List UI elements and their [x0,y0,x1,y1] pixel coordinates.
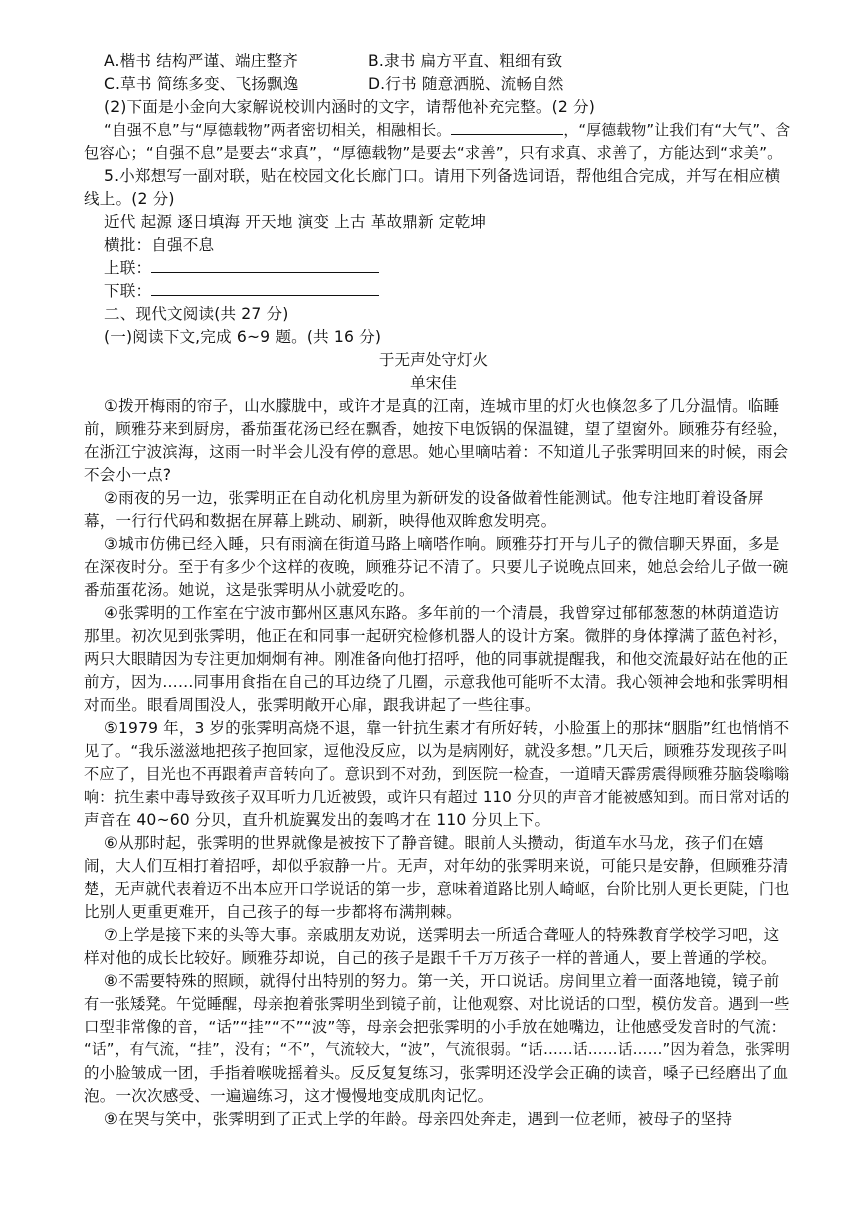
article-line: 前，顾雅芬来到厨房，番茄蛋花汤已经在飘香，她按下电饭锅的保温键，望了望窗外。顾雅芬有经验， [84,420,789,438]
couplet-second-line [104,280,379,302]
candidate-words: 近代 起源 逐日填海 开天地 演变 上古 革故鼎新 定乾坤 [104,213,487,231]
second-line-label: 下联： [104,282,152,300]
article-line: 的小脸皱成一团，手指着喉咙摇着头。反反复复练习，张霁明还没学会正确的读音，嗓子已经磨出了血 [84,1064,789,1082]
article-line: 在深夜时分。至于有多少个这样的夜晚，顾雅芬记不清了。只要儿子说晚点回来，她总会给儿子做一碗 [84,558,789,576]
article-line: 泡。一次次感受、一遍遍练习，这才慢慢地变成肌肉记忆。 [84,1087,494,1105]
second-line-blank[interactable] [151,295,379,296]
article-line: 两只大眼睛因为专注更加炯炯有神。刚准备向他打招呼，他的同事就提醒我，和他交流最好站在他的正 [84,650,789,668]
option-b: B.隶书 扁方平直、粗细有致 [368,52,563,70]
option-d: D.行书 随意洒脱、流畅自然 [368,75,564,93]
article-line: 楚，无声就代表着迈不出本应开口学说话的第一步，意味着道路比别人崎岖，台阶比别人更长更陡，门也 [84,880,790,898]
article-line: 响：抗生素中毒导致孩子双耳听力几近被毁，或许只有超过 110 分贝的声音才能被感知到。而日常对话的 [84,788,790,806]
article-line: 比别人更重更难开，自己孩子的每一步都将布满荆棘。 [84,903,462,921]
question-4-2-prompt: (2)下面是小金向大家解说校训内涵时的文字，请帮他补充完整。(2 分) [104,98,596,116]
article-line: 口型非常像的音，“话”“挂”“不”“波”等，母亲会把张霁明的小手放在她嘴边，让他感受发音时的气流： [84,1018,787,1036]
couplet-horizontal-scroll: 横批：自强不息 [104,236,215,254]
article-line: 幕，一行行代码和数据在屏幕上跳动、刷新，映得他双眸愈发明亮。 [84,512,557,530]
question-4-2-text-before: “自强不息”与“厚德载物”两者密切相关，相融相长。 [104,121,452,139]
question-4-2-line-1 [104,119,790,141]
option-c: C.草书 简练多变、飞扬飘逸 [104,75,299,93]
couplet-first-line [104,257,379,279]
article-line: “话”，有气流，“挂”，没有；“不”，气流较大，“波”，气流很弱。“话……话……话……”因为着急，张霁明 [84,1041,790,1058]
article-author: 单宋佳 [410,374,457,392]
article-line: 在浙江宁波滨海，这雨一时半会儿没有停的意思。她心里嘀咕着：不知道儿子张霁明回来的时候，雨会 [84,443,789,461]
answer-blank[interactable] [451,134,563,135]
article-line: 不应了，目光也不再跟着声音转向了。意识到不对劲，到医院一检查，一道晴天霹雳震得顾雅芬脑袋嗡嗡 [84,765,790,783]
question-5-line-2: 线上。(2 分) [84,190,175,208]
article-line: 见了。“我乐滋滋地把孩子抱回家，逗他没反应，以为是病刚好，就没多想。”几天后，顾雅芬发现孩子叫 [84,742,788,760]
article-line: ②雨夜的另一边，张霁明正在自动化机房里为新研发的设备做着性能测试。他专注地盯着设备屏 [104,489,764,507]
first-line-blank[interactable] [151,272,379,273]
article-line: ⑤1979 年，3 岁的张霁明高烧不退，靠一针抗生素才有所好转，小脸蛋上的那抹“胭脂”红也悄悄不 [104,719,790,737]
article-line: ①拨开梅雨的帘子，山水朦胧中，或许才是真的江南，连城市里的灯火也倏忽多了几分温情。临睡 [104,397,780,415]
article-line: 闹，大人们互相打着招呼，却似乎寂静一片。无声，对年幼的张霁明来说，可能只是安静，但顾雅芬清 [84,857,789,875]
section-heading: 二、现代文阅读(共 27 分) [104,305,289,323]
article-line: 不会小一点? [84,466,172,484]
first-line-label: 上联： [104,259,152,277]
question-4-2-text-after: ，“厚德载物”让我们有“大气”、含 [563,121,791,139]
article-line: 对而坐。眼看周围没人，张霁明敞开心扉，跟我讲起了一些往事。 [84,696,541,714]
article-line: 声音在 40~60 分贝，直升机旋翼发出的轰鸣才在 110 分贝上下。 [84,811,551,829]
article-line: 有一张矮凳。午觉睡醒，母亲抱着张霁明坐到镜子前，让他观察、对比说话的口型，模仿发音。遇到一些 [84,995,790,1013]
article-line: ④张霁明的工作室在宁波市鄞州区惠风东路。多年前的一个清晨，我曾穿过郁郁葱葱的林荫道造访 [104,604,780,622]
article-title: 于无声处守灯火 [378,351,489,369]
subsection-heading: (一)阅读下文,完成 6~9 题。(共 16 分) [104,328,382,346]
question-4-2-line-2: 包容心；“自强不息”是要去“求真”，“厚德载物”是要去“求善”，只有求真、求善了，方能达到“求美”。 [84,144,783,162]
article-line: ③城市仿佛已经入睡，只有雨滴在街道马路上嘀嗒作响。顾雅芬打开与儿子的微信聊天界面，多是 [104,535,780,553]
article-line: 样对他的成长比较好。顾雅芬却说，自己的孩子是跟千千万万孩子一样的普通人，要上普通的学校。 [84,949,777,967]
article-line: ⑦上学是接下来的头等大事。亲戚朋友劝说，送霁明去一所适合聋哑人的特殊教育学校学习吧，这 [104,926,780,944]
article-line: ⑧不需要特殊的照顾，就得付出特别的努力。第一关，开口说话。房间里立着一面落地镜，镜子前 [104,972,780,990]
article-line: ⑨在哭与笑中，张霁明到了正式上学的年龄。母亲四处奔走，遇到一位老师，被母子的坚持 [104,1110,733,1128]
question-5-line-1: 5.小郑想写一副对联，贴在校园文化长廊门口。请用下列备选词语，帮他组合完成，并写在相应横 [104,167,781,185]
article-line: 那里。初次见到张霁明，他正在和同事一起研究检修机器人的设计方案。微胖的身体撑满了蓝色衬衫， [84,627,789,645]
article-line: 前方，因为……同事用食指在自己的耳边绕了几圈，示意我他可能听不太清。我心领神会地和张霁明相 [84,673,789,691]
article-line: 番茄蛋花汤。她说，这是张霁明从小就爱吃的。 [84,581,415,599]
option-a: A.楷书 结构严谨、端庄整齐 [104,52,298,70]
article-line: ⑥从那时起，张霁明的世界就像是被按下了静音键。眼前人头攒动，街道车水马龙，孩子们在嬉 [104,834,764,852]
